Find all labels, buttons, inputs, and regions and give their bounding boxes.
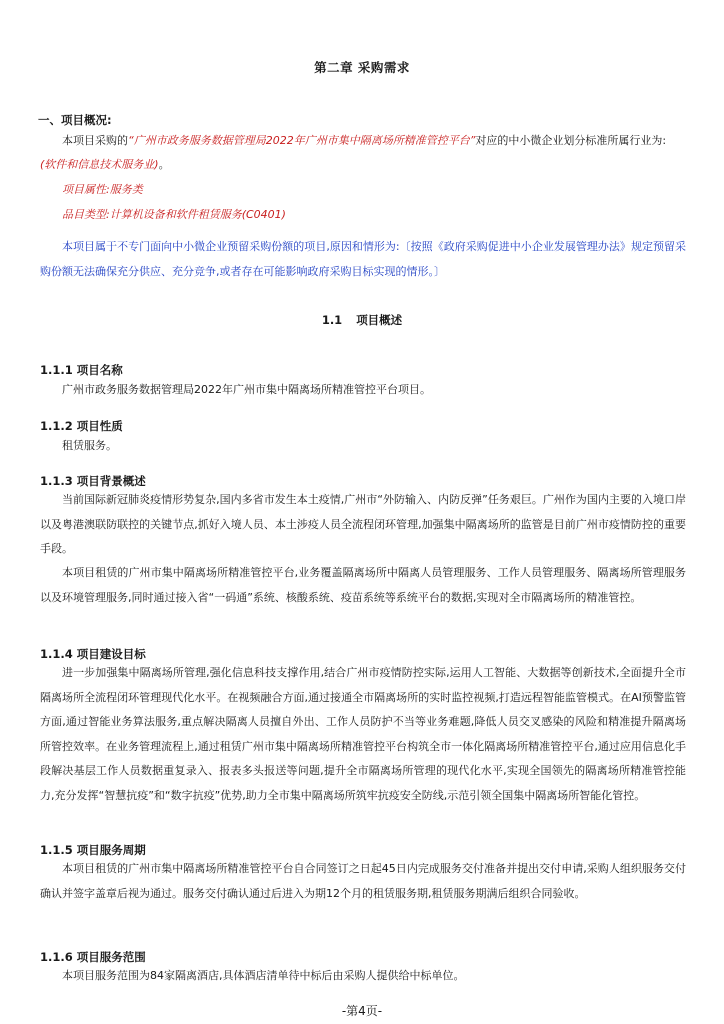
text-1-1-6: 本项目服务范围为84家隔离酒店,具体酒店清单待中标后由采购人提供给中标单位。 xyxy=(62,969,465,982)
text-1-1-4: 进一步加强集中隔离场所管理,强化信息科技支撑作用,结合广州市疫情防控实际,运用人工智能、大数据等创新技术,全面提升全市隔离场所全流程闭环管理现代化水平。在视频融合方面,通过接通全市隔离场所的实时监控视频,打造远程智能监管模式。在AI预警监管方面,通过智能业务算法服务,重点解决隔离人员擅自外出、工作人员防护不当等业务难题,降低人员交叉感染的风险和精准提升隔离场所管控效率。在业务管理流程上,通过租赁广州市集中隔离场所精准管控平台构筑全市一体化隔离场所精准管控平台,通过应用信息化手段解决基层工作人员数据重复录入、报表多头报送等问题,提升全市隔离场所管理的现代化水平,实现全国领先的隔离场所精准管控能力,充分发挥“智慧抗疫”和“数字抗疫”优势,助力全市集中隔离场所筑牢抗疫安全防线,示范引领全国集中隔离场所智能化管控。 xyxy=(40,666,686,802)
heading-1-1-3: 1.1.3 项目背景概述 xyxy=(40,474,146,488)
section-1-1-number: 1.1 xyxy=(321,313,343,327)
section-heading-overview: 一、项目概况: xyxy=(38,113,112,127)
intro-line xyxy=(62,132,666,148)
heading-1-1-6: 1.1.6 项目服务范围 xyxy=(40,950,146,964)
sme-note: 本项目属于不专门面向中小微企业预留采购份额的项目,原因和情形为:〔按照《政府采购促进中小企业发展管理办法》规定预留采购份额无法确保充分供应、充分竞争,或者存在可能影响政府采购目标实现的情形。〕 xyxy=(40,240,686,278)
intro-prefix: 本项目采购的 xyxy=(62,134,128,147)
text-1-1-5: 本项目租赁的广州市集中隔离场所精准管控平台自合同签订之日起45日内完成服务交付准备并提出交付申请,采购人组织服务交付确认并签字盖章后视为通过。服务交付确认通过后进入为期12个月的租赁服务期,租赁服务期满后组织合同验收。 xyxy=(40,862,686,900)
heading-1-1-5: 1.1.5 项目服务周期 xyxy=(40,843,146,857)
industry-end: 。 xyxy=(158,158,170,171)
text-1-1-3-p2: 本项目租赁的广州市集中隔离场所精准管控平台,业务覆盖隔离场所中隔离人员管理服务、工作人员管理服务、隔离场所管理服务以及环境管理服务,同时通过接入省“一码通”系统、核酸系统、疫苗系统等系统平台的数据,实现对全市隔离场所的精准管控。 xyxy=(40,566,686,604)
section-1-1-title: 项目概述 xyxy=(356,313,403,327)
text-1-1-1: 广州市政务服务数据管理局2022年广州市集中隔离场所精准管控平台项目。 xyxy=(62,383,431,396)
project-name-quote: “广州市政务服务数据管理局2022年广州市集中隔离场所精准管控平台” xyxy=(128,134,476,147)
text-1-1-2: 租赁服务。 xyxy=(62,439,117,452)
item-category: 品目类型:计算机设备和软件租赁服务(C0401) xyxy=(62,208,286,221)
industry-line xyxy=(40,156,170,172)
industry-value: (软件和信息技术服务业) xyxy=(40,158,159,171)
heading-1-1-1: 1.1.1 项目名称 xyxy=(40,363,123,377)
section-1-1-heading xyxy=(0,312,724,328)
chapter-title: 第二章 采购需求 xyxy=(314,60,410,75)
text-1-1-3-p1: 当前国际新冠肺炎疫情形势复杂,国内多省市发生本土疫情,广州市“外防输入、内防反弹”任务艰巨。广州作为国内主要的入境口岸以及粤港澳联防联控的关键节点,抓好入境人员、本土涉疫人员全流程闭环管理,加强集中隔离场所的监管是目前广州市疫情防控的重要手段。 xyxy=(40,493,686,555)
project-attribute: 项目属性:服务类 xyxy=(62,183,143,196)
page-number: -第4页- xyxy=(341,1004,383,1018)
heading-1-1-2: 1.1.2 项目性质 xyxy=(40,419,123,433)
heading-1-1-4: 1.1.4 项目建设目标 xyxy=(40,647,146,661)
intro-suffix: 对应的中小微企业划分标准所属行业为: xyxy=(475,134,667,147)
